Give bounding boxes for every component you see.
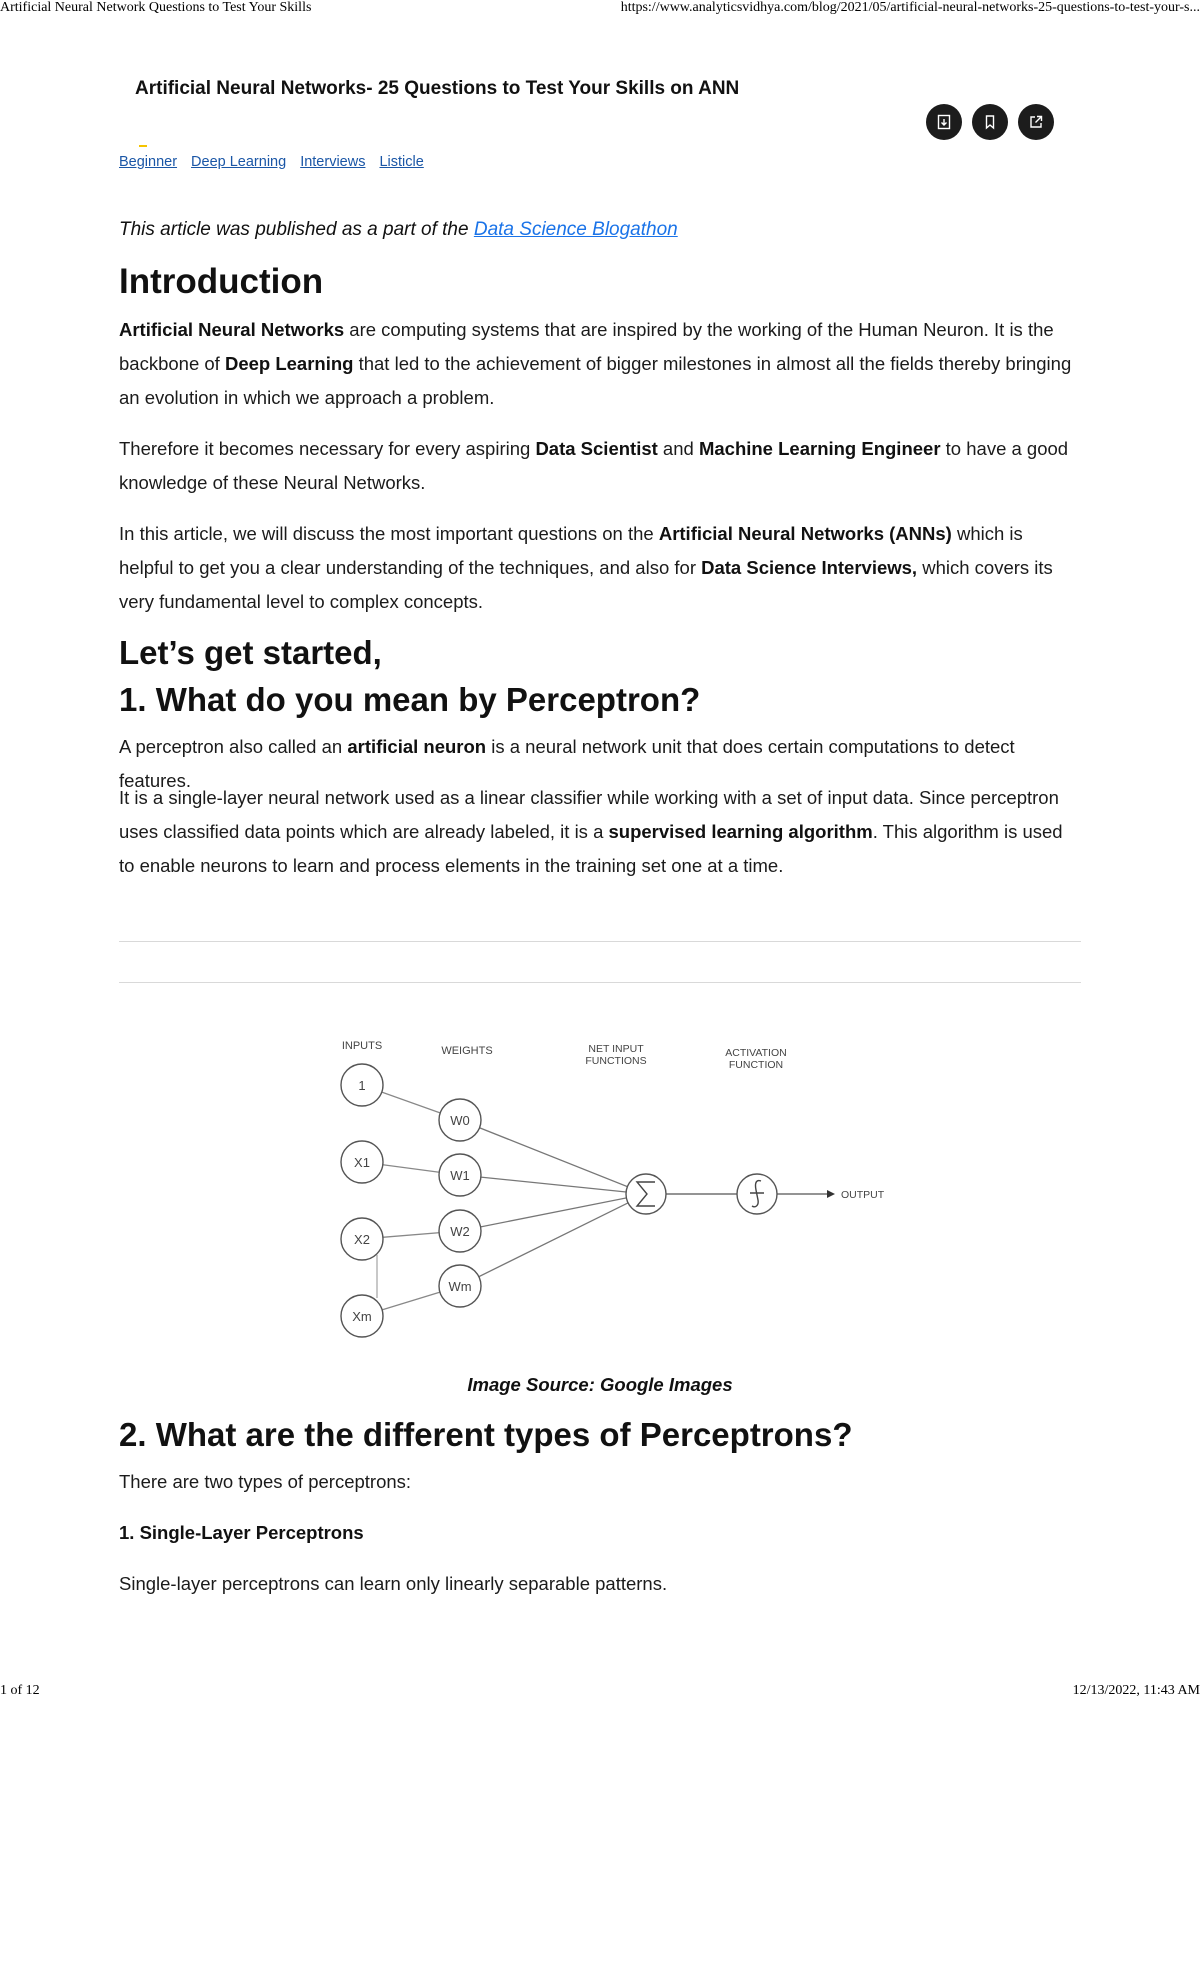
intro-paragraph-3: In this article, we will discuss the most important questions on the Artificial Neural Networks (ANNs) which is helpful to get you a clear understanding of the techniques, and also for Data Science Interviews, which covers its very fundamental level to complex concepts. <box>119 523 1053 612</box>
download-pdf-button[interactable] <box>926 104 962 140</box>
divider-bottom <box>119 982 1081 983</box>
intro-paragraph-1: Artificial Neural Networks are computing systems that are inspired by the working of the Human Neuron. It is the backbone of Deep Learning that led to the achievement of bigger milestones in almost all the fields thereby bringing an evolution in which we approach a problem. <box>119 319 1072 408</box>
output-arrow-icon <box>827 1190 835 1198</box>
heading-question-2: 2. What are the different types of Perceptrons? <box>119 1416 853 1453</box>
weight-node-label: W0 <box>450 1113 470 1128</box>
label-output: OUTPUT <box>841 1189 885 1201</box>
print-header-url: https://www.analyticsvidhya.com/blog/2021/05/artificial-neural-networks-25-questions-to-test-your-s... <box>620 0 1200 15</box>
tag-listicle[interactable]: Listicle <box>379 154 424 170</box>
blogathon-note <box>119 219 678 241</box>
label-activation-2: FUNCTION <box>728 1059 784 1071</box>
weight-node-label: Wm <box>448 1279 472 1294</box>
label-activation-1: ACTIVATION <box>725 1047 787 1059</box>
bookmark-icon <box>982 114 998 130</box>
weight-node-label: W1 <box>450 1168 470 1183</box>
label-net-input-1: NET INPUT <box>588 1043 644 1055</box>
page-counter: 1 of 12 <box>0 1683 40 1698</box>
input-node <box>341 1141 383 1183</box>
bold-term: Artificial Neural Networks <box>119 319 345 340</box>
figure-caption: Image Source: Google Images <box>467 1374 733 1395</box>
pdf-download-icon <box>936 114 952 130</box>
q1-paragraph-1: A perceptron also called an artificial neuron is a neural network unit that does certain computations to detect features. <box>119 736 1015 791</box>
print-timestamp: 12/13/2022, 11:43 AM <box>1072 1683 1200 1698</box>
bold-term: artificial neuron <box>347 736 487 757</box>
share-button[interactable] <box>1018 104 1054 140</box>
input-node-label: Xm <box>352 1309 372 1324</box>
weight-connections <box>460 1120 646 1286</box>
bold-term: supervised learning algorithm <box>608 821 873 842</box>
bold-term: Data Scientist <box>535 438 658 459</box>
label-net-input-2: FUNCTIONS <box>585 1055 647 1067</box>
print-header <box>0 0 1200 18</box>
label-inputs: INPUTS <box>341 1040 383 1052</box>
input-node <box>341 1295 383 1337</box>
input-node-label: X1 <box>354 1155 370 1170</box>
post-title: Artificial Neural Networks- 25 Questions to Test Your Skills on ANN <box>135 78 740 99</box>
bold-term: Data Science Interviews, <box>701 557 918 578</box>
q1-paragraph-2: It is a single-layer neural network used as a linear classifier while working with a set of input data. Since perceptron uses classified data points which are already labeled, it is a supervised learning algorithm. This algorithm is used to enable neurons to learn and process elements in the training set one at a time. <box>119 787 1063 876</box>
tag-list <box>119 154 424 170</box>
tag-beginner[interactable]: Beginner <box>119 154 178 170</box>
heading-question-1: 1. What do you mean by Perceptron? <box>119 681 701 718</box>
weight-node <box>439 1099 481 1141</box>
share-icon <box>1028 114 1044 130</box>
bold-term: Machine Learning Engineer <box>698 438 941 459</box>
heading-introduction: Introduction <box>119 262 324 301</box>
tag-deep-learning[interactable]: Deep Learning <box>191 154 287 170</box>
summation-node <box>626 1174 666 1214</box>
blogathon-prefix: This article was published as a part of the <box>119 219 474 240</box>
bold-term: Deep Learning <box>224 353 354 374</box>
subheading-single-layer: 1. Single-Layer Perceptrons <box>119 1522 364 1543</box>
bookmark-button[interactable] <box>972 104 1008 140</box>
weight-node <box>439 1265 481 1307</box>
input-node-label: 1 <box>358 1078 366 1093</box>
label-weights: WEIGHTS <box>441 1045 493 1057</box>
weight-node <box>439 1210 481 1252</box>
perceptron-diagram-svg <box>119 1030 1081 1350</box>
tag-accent-marker <box>139 145 147 147</box>
intro-paragraph-2: Therefore it becomes necessary for every aspiring Data Scientist and Machine Learning Engineer to have a good knowledge of these Neural Networks. <box>119 438 1069 493</box>
weight-node <box>439 1154 481 1196</box>
q2-paragraph-2: Single-layer perceptrons can learn only linearly separable patterns. <box>119 1573 668 1594</box>
q2-paragraph-1: There are two types of perceptrons: <box>119 1471 412 1492</box>
weight-node-label: W2 <box>450 1224 470 1239</box>
tag-interviews[interactable]: Interviews <box>300 154 366 170</box>
input-node-label: X2 <box>354 1232 370 1247</box>
bold-term: Artificial Neural Networks (ANNs) <box>658 523 952 544</box>
input-node <box>341 1064 383 1106</box>
print-footer <box>0 1683 1200 1701</box>
activation-node <box>737 1174 777 1214</box>
heading-lets-get-started: Let’s get started, <box>119 634 382 671</box>
perceptron-diagram <box>119 1030 1081 1350</box>
print-header-title: Artificial Neural Network Questions to Test Your Skills <box>0 0 312 15</box>
blogathon-link[interactable]: Data Science Blogathon <box>473 219 678 240</box>
action-buttons <box>926 104 1054 140</box>
input-node <box>341 1218 383 1260</box>
divider-top <box>119 941 1081 942</box>
